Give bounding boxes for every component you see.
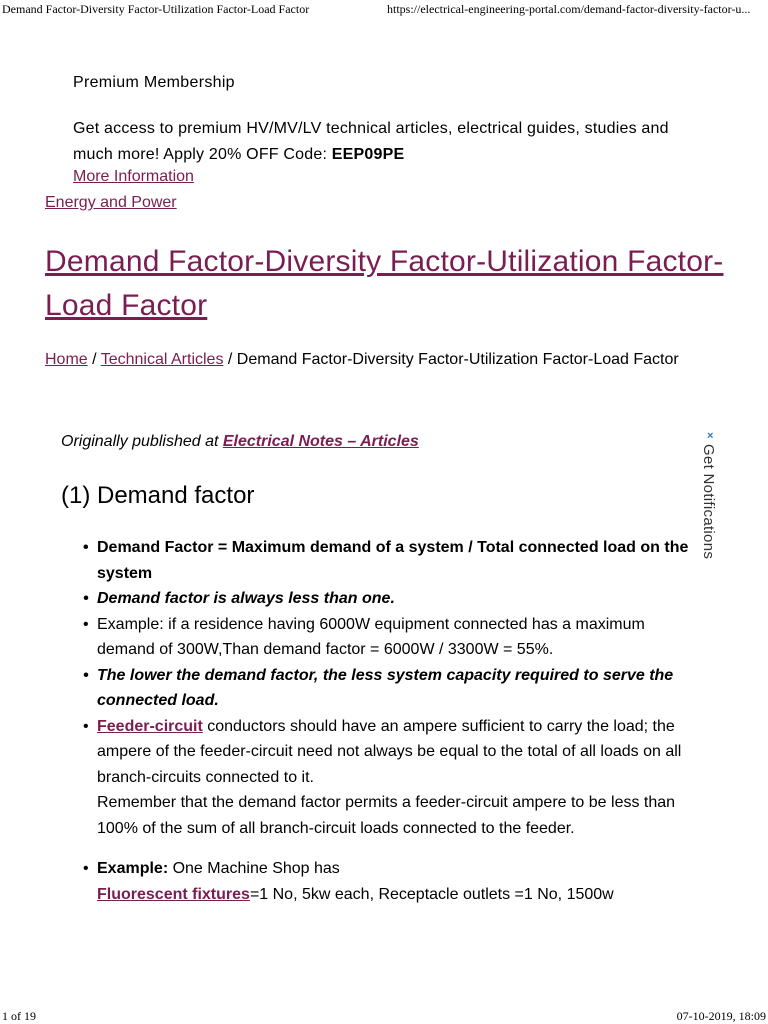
premium-membership-body: [73, 116, 683, 168]
bullet-text: The lower the demand factor, the less system capacity required to serve the connected load.: [97, 666, 674, 709]
fluorescent-fixtures-link[interactable]: Fluorescent fixtures: [97, 885, 250, 903]
bullet-text: =1 No, 5kw each, Receptacle outlets =1 No, 1500w: [249, 885, 614, 903]
breadcrumb-separator: /: [223, 351, 237, 368]
breadcrumb-home-link[interactable]: Home: [45, 351, 88, 368]
section-heading-demand-factor: (1) Demand factor: [61, 482, 255, 509]
breadcrumb-separator: /: [87, 351, 101, 368]
demand-factor-bullet-list: [97, 535, 697, 907]
originally-published-prefix: Originally published at: [61, 433, 219, 450]
breadcrumb: [45, 347, 735, 373]
print-footer: [0, 1008, 768, 1024]
print-header-title: Demand Factor-Diversity Factor-Utilization Factor-Load Factor: [2, 2, 310, 16]
print-header: [0, 0, 768, 18]
premium-membership-title: Premium Membership: [73, 74, 235, 91]
promo-code: EEP09PE: [331, 146, 405, 163]
print-date: 07-10-2019, 18:09: [676, 1009, 766, 1023]
get-notifications-tab[interactable]: Get Notifications: [700, 444, 717, 560]
feeder-circuit-link[interactable]: Feeder-circuit: [97, 717, 203, 735]
list-item: [97, 586, 697, 612]
bullet-text-extra: Remember that the demand factor permits a feeder-circuit ampere to be less than 100% of the sum of all branch-circuit loads connected to the feeder.: [97, 794, 676, 837]
list-item: [97, 663, 697, 714]
breadcrumb-current: Demand Factor-Diversity Factor-Utilization Factor-Load Factor: [236, 351, 679, 368]
electrical-notes-link[interactable]: Electrical Notes – Articles: [222, 433, 419, 450]
list-item: [97, 714, 697, 842]
bullet-bold-label: Example:: [97, 860, 169, 877]
list-item: [97, 856, 697, 907]
more-information-link[interactable]: More Information: [73, 168, 194, 185]
print-header-url: https://electrical-engineering-portal.com/demand-factor-diversity-factor-u...: [387, 2, 751, 16]
list-item: [97, 612, 697, 663]
page-title[interactable]: [45, 240, 735, 328]
breadcrumb-technical-articles-link[interactable]: Technical Articles: [100, 351, 224, 368]
bullet-text: Demand Factor = Maximum demand of a system / Total connected load on the system: [97, 539, 689, 582]
premium-body-text: Get access to premium HV/MV/LV technical articles, electrical guides, studies and much more! Apply 20% OFF Code:: [73, 120, 669, 163]
bullet-text: Demand factor is always less than one.: [97, 590, 395, 607]
close-icon[interactable]: ×: [707, 430, 714, 442]
list-item: [97, 535, 697, 586]
originally-published: [61, 431, 419, 453]
bullet-text: Example: if a residence having 6000W equipment connected has a maximum demand of 300W,Than demand factor = 6000W / 3300W = 55%.: [97, 615, 645, 658]
page-number: 1 of 19: [2, 1009, 36, 1023]
bullet-text: conductors should have an ampere sufficient to carry the load; the ampere of the feeder-circuit need not always be equal to the total of all loads on all branch-circuits connected to it.: [97, 717, 682, 786]
bullet-text: One Machine Shop has: [168, 860, 340, 877]
category-link[interactable]: Energy and Power: [45, 194, 177, 211]
page-title-link[interactable]: Demand Factor-Diversity Factor-Utilization Factor-Load Factor: [45, 245, 724, 322]
